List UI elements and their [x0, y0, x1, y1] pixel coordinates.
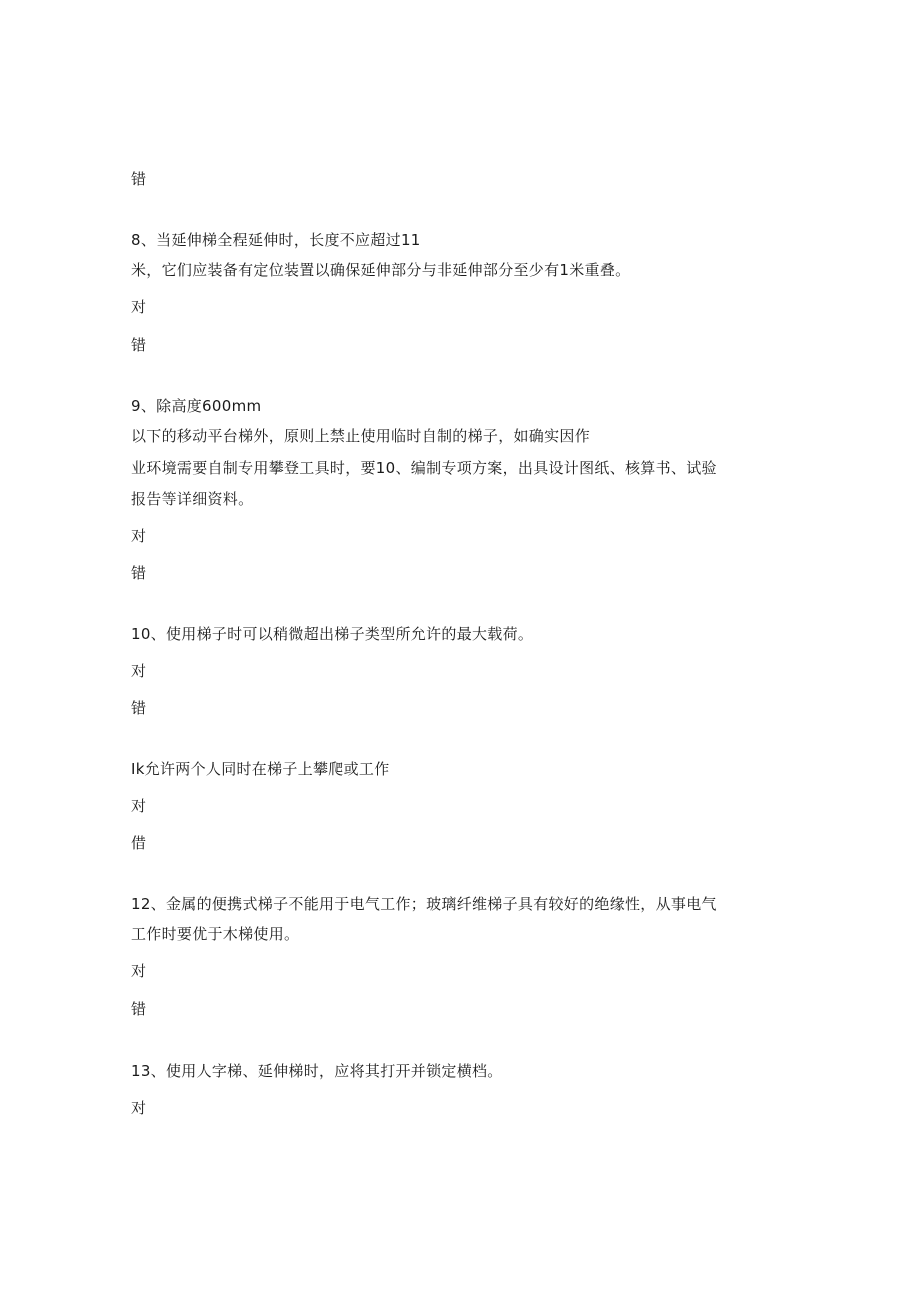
question-12-line-2: 工作时要优于木梯使用。: [131, 925, 300, 943]
question-9-line-2: 以下的移动平台梯外，原则上禁止使用临时自制的梯子，如确实因作: [131, 427, 591, 445]
answer-true-q13: 对: [131, 1099, 147, 1117]
question-9-line-4: 报告等详细资料。: [131, 490, 254, 508]
answer-true-q9: 对: [131, 527, 147, 545]
question-9-line-3: 业环境需要自制专用攀登工具时，要10、编制专项方案，出具设计图纸、核算书、试验: [131, 459, 717, 477]
question-8-line-2: 米，它们应装备有定位装置以确保延伸部分与非延伸部分至少有1米重叠。: [131, 261, 631, 279]
answer-false-q12: 错: [131, 1000, 147, 1018]
answer-false-q10: 错: [131, 699, 147, 717]
question-8-line-1: 8、当延伸梯全程延伸时，长度不应超过11: [131, 231, 421, 249]
answer-true-q12: 对: [131, 962, 147, 980]
answer-false-q9: 错: [131, 564, 147, 582]
answer-true-q8: 对: [131, 298, 147, 316]
answer-false-q7: 错: [131, 170, 147, 188]
answer-false-q8: 错: [131, 336, 147, 354]
question-11: Ik允许两个人同时在梯子上攀爬或工作: [131, 760, 390, 778]
question-13: 13、使用人字梯、延伸梯时，应将其打开并锁定横档。: [131, 1062, 503, 1080]
question-12-line-1: 12、金属的便携式梯子不能用于电气工作；玻璃纤维梯子具有较好的绝缘性，从事电气: [131, 895, 717, 913]
answer-false-q11: 借: [131, 834, 147, 852]
answer-true-q11: 对: [131, 797, 147, 815]
question-9-line-1: 9、除高度600mm: [131, 397, 262, 415]
answer-true-q10: 对: [131, 662, 147, 680]
question-10: 10、使用梯子时可以稍微超出梯子类型所允许的最大载荷。: [131, 625, 534, 643]
